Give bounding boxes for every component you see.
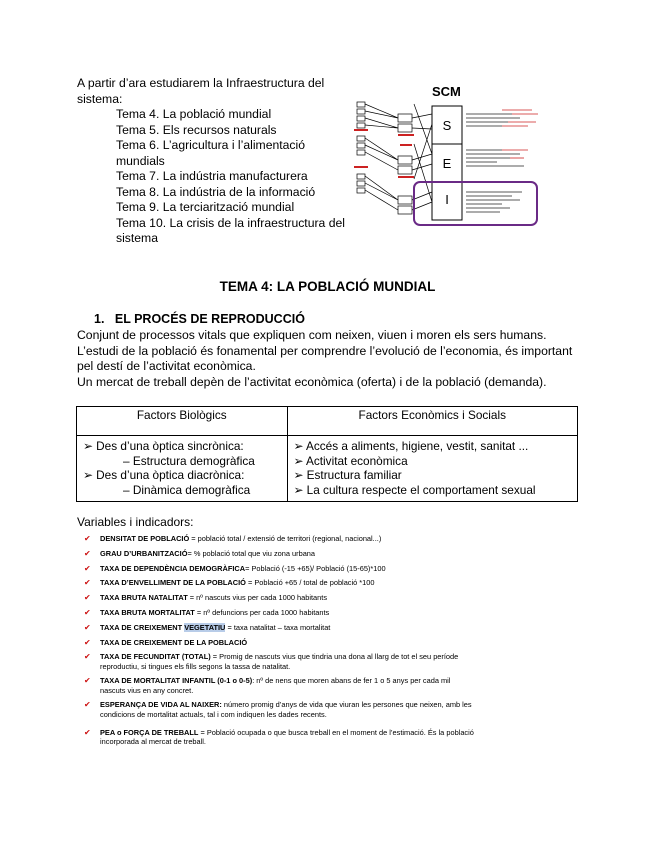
paragraph: Conjunt de processos vitals que expliquen com neixen, viuen i moren els sers humans. (77, 328, 547, 342)
list-item: ✔ TAXA BRUTA NATALITAT = nº nascuts vius per cada 1000 habitants (84, 593, 328, 603)
scm-diagram-figure (352, 84, 542, 234)
scm-row-i: I (445, 192, 449, 207)
list-item: ✔ TAXA D’ENVELLIMENT DE LA POBLACIÓ = Població +65 / total de població *100 (84, 578, 375, 588)
topic-item: Tema 9. La terciarització mundial (116, 200, 295, 214)
section-title: EL PROCÉS DE REPRODUCCIÓ (114, 312, 305, 326)
topic-item: Tema 6. L’agricultura i l’alimentació mundials (116, 138, 305, 168)
topic-item: Tema 5. Els recursos naturals (116, 122, 277, 137)
table-header: Factors Econòmics i Socials (287, 407, 578, 436)
social-factors-cell (287, 436, 578, 502)
list-item: ✔ TAXA DE MORTALITAT INFANTIL (0-1 o 0-5): nº de nens que moren abans de fer 1 o 5 anys per cada mil nascuts vius en any concret. (84, 676, 451, 695)
factor-item: ➢ Des d’una òptica diacrònica: (83, 468, 245, 482)
checkmark-icon: ✔ (84, 700, 91, 710)
checkmark-icon: ✔ (84, 534, 91, 543)
section-number: 1. (94, 312, 105, 326)
checkmark-icon: ✔ (84, 563, 91, 573)
body-text (77, 328, 587, 390)
factor-item: ➢ Accés a aliments, higiene, vestit, sanitat ... (293, 439, 529, 453)
checkmark-icon: ✔ (84, 607, 91, 617)
topic-item: Tema 8. La indústria de la informació (116, 184, 316, 199)
intro-lead: A partir d’ara estudiarem la Infraestructura del sistema: (77, 76, 325, 106)
factor-item: ➢ Des d’una òptica sincrònica: (83, 439, 244, 453)
factors-table (76, 406, 578, 502)
variables-title: Variables i indicadors: (77, 515, 194, 529)
table-header: Factors Biològics (77, 407, 288, 436)
factor-item: ➢ Estructura familiar (293, 468, 402, 482)
factor-subitem: – Dinàmica demogràfica (123, 482, 251, 497)
intro-block (77, 76, 347, 247)
topic-list (77, 107, 347, 247)
scm-row-e: E (442, 156, 452, 171)
factor-item: ➢ Activitat econòmica (293, 453, 408, 468)
checkmark-icon: ✔ (84, 622, 91, 632)
scm-title: SCM (432, 84, 461, 99)
checkmark-icon: ✔ (84, 593, 91, 603)
topic-title: TEMA 4: LA POBLACIÓ MUNDIAL (219, 279, 436, 294)
topic-item: Tema 7. La indústria manufacturera (116, 169, 308, 183)
list-item: ✔ DENSITAT DE POBLACIÓ = població total / extensió de territori (regional, nacional...) (84, 534, 382, 543)
checkmark-icon: ✔ (84, 637, 91, 647)
checkmark-icon: ✔ (84, 676, 91, 686)
paragraph: Un mercat de treball depèn de l’activitat econòmica (oferta) i de la població (demanda). (77, 374, 547, 389)
list-item: ✔ TAXA DE DEPENDÈNCIA DEMOGRÀFICA= Població (-15 +65)/ Població (15-65)*100 (84, 563, 386, 573)
checkmark-icon: ✔ (84, 652, 91, 662)
biological-factors-cell (77, 436, 288, 502)
list-item: ✔ PEA o FORÇA DE TREBALL = Població ocupada o que busca treball en el moment de l’estimació. És la població incorporada al mercat de treball. (84, 727, 474, 746)
variables-list (84, 534, 474, 752)
list-item: ✔ TAXA DE CREIXEMENT VEGETATIU = taxa natalitat – taxa mortalitat (84, 622, 331, 632)
paragraph: L’estudi de la població és fonamental per comprendre l’evolució de l’economia, és important pel destí de l’activitat econòmica. (77, 343, 573, 373)
factor-item: ➢ La cultura respecte el comportament sexual (293, 482, 536, 497)
factor-subitem: – Estructura demogràfica (123, 453, 255, 468)
topic-item: Tema 4. La població mundial (116, 107, 272, 121)
topic-item: Tema 10. La crisis de la infraestructura del sistema (116, 215, 345, 245)
list-item: ✔ TAXA DE CREIXEMENT DE LA POBLACIÓ (84, 637, 248, 647)
list-item: ✔ ESPERANÇA DE VIDA AL NAIXER: número promig d’anys de vida que viuran les persones que neixen, amb les condicions de mortalitat actuals, tal i com indiquen les dades recents. (84, 700, 472, 719)
checkmark-icon: ✔ (84, 727, 91, 737)
list-item: ✔ TAXA BRUTA MORTALITAT = nº defuncions per cada 1000 habitants (84, 607, 330, 617)
list-item: ✔ GRAU D’URBANITZACIÓ= % població total que viu zona urbana (84, 548, 316, 558)
checkmark-icon: ✔ (84, 578, 91, 588)
list-item: ✔ TAXA DE FECUNDITAT (TOTAL) = Promig de nascuts vius que tindria una dona al llarg de tot el seu període reproductiu, si tingues els fills segons la tassa de natalitat. (84, 652, 459, 671)
scm-row-s: S (442, 118, 452, 133)
highlighted-term: VEGETATIU (184, 622, 226, 632)
section-heading (94, 312, 305, 326)
scm-diagram (352, 84, 542, 234)
checkmark-icon: ✔ (84, 548, 91, 558)
